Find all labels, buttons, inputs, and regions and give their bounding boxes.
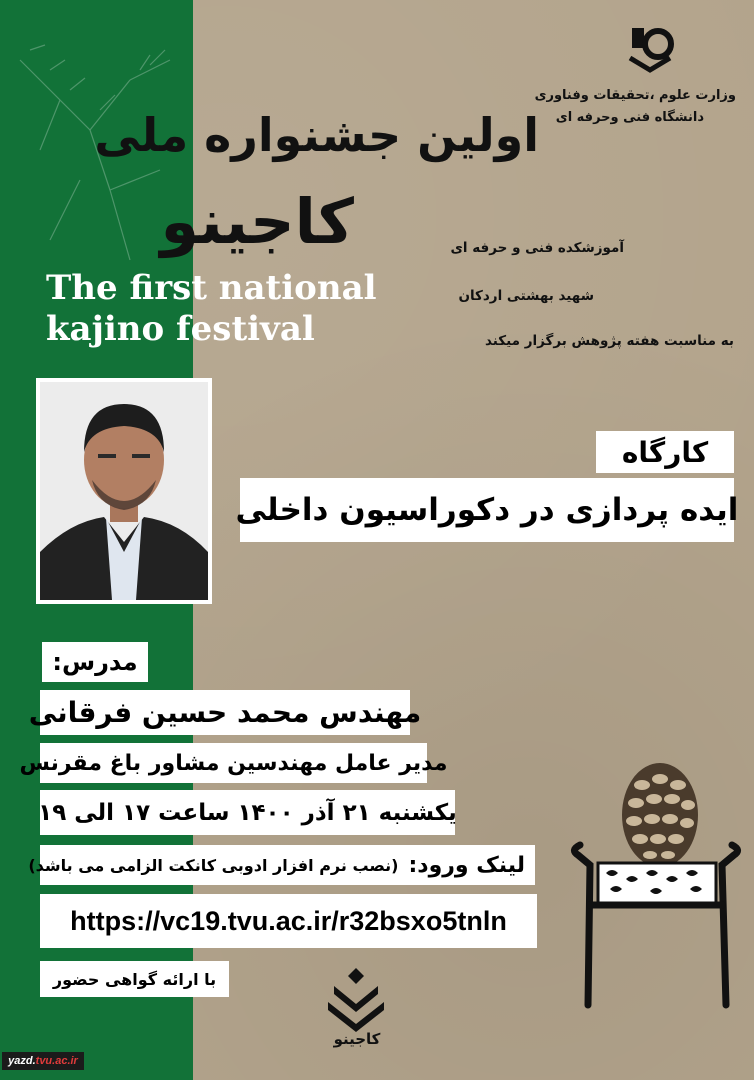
- festival-title-fa-line1: اولین جشنواره ملی: [94, 108, 539, 162]
- instructor-photo: [40, 382, 208, 600]
- workshop-label: کارگاه: [596, 431, 734, 473]
- watermark-prefix: yazd.: [8, 1055, 36, 1067]
- festival-title-fa-line2: کاجینو: [160, 185, 354, 258]
- certificate-note: با ارائه گواهی حضور: [40, 961, 229, 997]
- festival-title-en-line2: kajino festival: [46, 309, 315, 349]
- watermark: [2, 1052, 84, 1070]
- workshop-title: ایده پردازی در دکوراسیون داخلی: [240, 478, 734, 542]
- instructor-photo-frame: [36, 378, 212, 604]
- host-line-3: به مناسبت هفته پژوهش برگزار میکند: [485, 333, 734, 349]
- festival-title-en-line1: The first national: [46, 268, 377, 308]
- watermark-domain: tvu.ac.ir: [35, 1055, 78, 1067]
- date-time: یکشنبه ۲۱ آذر ۱۴۰۰ ساعت ۱۷ الی ۱۹: [40, 790, 455, 835]
- workshop-link[interactable]: https://vc19.tvu.ac.ir/r32bsxo5tnln: [40, 894, 537, 948]
- teacher-label: مدرس:: [42, 642, 148, 682]
- stool-with-pinecone-illustration: [560, 755, 750, 1015]
- kajino-logo-text: کاجینو: [333, 1030, 381, 1048]
- link-label: لینک ورود:: [408, 852, 525, 878]
- ministry-name: وزارت علوم ،تحقیقات وفناوری: [534, 88, 736, 103]
- link-note: (نصب نرم افزار ادوبی کانکت الزامی می باشد): [28, 855, 399, 875]
- teacher-role: مدیر عامل مهندسین مشاور باغ مقرنس: [40, 743, 427, 783]
- host-line-2: شهید بهشتی اردکان: [458, 288, 594, 304]
- link-label-row: [28, 845, 535, 885]
- teacher-name: مهندس محمد حسین فرقانی: [40, 690, 410, 735]
- university-name: دانشگاه فنی وحرفه ای: [555, 110, 704, 125]
- university-logo-icon: [622, 18, 678, 74]
- host-line-1: آموزشکده فنی و حرفه ای: [450, 240, 624, 256]
